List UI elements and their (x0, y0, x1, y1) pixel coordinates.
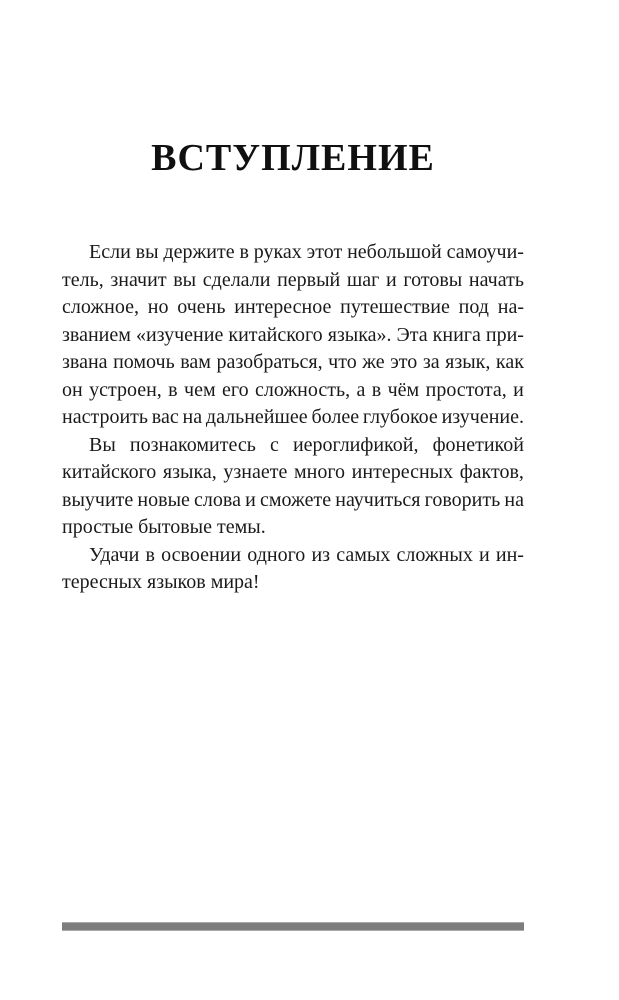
word: фактов, (459, 461, 524, 483)
text-line (62, 377, 524, 405)
word: более (311, 406, 360, 428)
word: под (458, 296, 489, 318)
word: первый (277, 268, 341, 291)
word: очень (177, 296, 226, 318)
article-text (62, 239, 524, 597)
word: его (222, 378, 249, 401)
word: значит (110, 268, 167, 291)
word: интересных (351, 461, 454, 483)
word: при- (485, 323, 524, 346)
word: выучите (62, 488, 134, 511)
word: но (147, 296, 169, 318)
word: путешествие (340, 296, 450, 318)
word: Удачи (89, 543, 140, 566)
text-line (62, 459, 524, 487)
word: китайского (62, 461, 157, 483)
word: китайского (228, 323, 323, 346)
text-line (62, 349, 524, 377)
word: с (269, 433, 279, 456)
word: сделали (202, 268, 271, 291)
word: освоении (161, 543, 242, 566)
word: же (362, 351, 385, 373)
word: в (168, 378, 178, 401)
word: на (182, 406, 203, 428)
word: небольшой (347, 241, 442, 263)
word: ин- (495, 543, 524, 566)
word: сложность, (254, 378, 351, 401)
word: иероглификой, (292, 433, 419, 456)
word: самых (336, 543, 391, 566)
word: глубокое (362, 406, 438, 428)
page-title: ВСТУПЛЕНИЕ (151, 137, 435, 179)
text-line (62, 432, 524, 460)
word: в (239, 241, 249, 263)
word: и (386, 268, 397, 291)
word: что (328, 351, 357, 373)
word: говорить (424, 488, 501, 511)
word: держите (163, 241, 235, 263)
word: сложных (396, 543, 473, 566)
word: и (245, 488, 256, 511)
word: и (513, 378, 524, 401)
word: одного (247, 543, 306, 566)
word: вас (151, 406, 179, 428)
text-line (62, 542, 524, 570)
word: разобраться, (216, 351, 323, 373)
word: познакомитесь (129, 433, 256, 456)
word: званием (62, 323, 131, 346)
word: узнаете (223, 461, 288, 483)
word: как (495, 351, 524, 373)
word: язык, (445, 351, 491, 373)
word: вы (173, 268, 197, 291)
footer-divider-bar (62, 922, 524, 931)
word: интересное (234, 296, 332, 318)
word: и (479, 543, 490, 566)
text-line (62, 487, 524, 515)
word: Эта (396, 323, 428, 346)
text-line: простые бытовые темы. (62, 516, 266, 538)
text-line (62, 404, 524, 432)
word: Если (89, 241, 131, 263)
word: чем (184, 378, 216, 401)
word: этот (306, 241, 343, 263)
word: новые (137, 488, 190, 511)
word: за (422, 351, 440, 373)
word: на (504, 488, 524, 511)
word: научиться (335, 488, 421, 511)
word: языка, (162, 461, 217, 483)
word: помочь (113, 351, 175, 373)
word: шаг (346, 268, 380, 291)
word: чём (387, 378, 420, 401)
word: сложное, (62, 296, 140, 318)
word: в (371, 378, 382, 401)
word: слова (194, 488, 241, 511)
word: сможете (259, 488, 332, 511)
word: дальнейшее (205, 406, 308, 428)
word: тель, (62, 268, 104, 291)
word: много (293, 461, 346, 483)
word: фонетикой (432, 433, 524, 456)
word: из (311, 543, 331, 566)
text-line (62, 239, 524, 267)
word: готовы (403, 268, 463, 291)
text-line (62, 294, 524, 322)
word: «изучение (135, 323, 224, 346)
word: вам (180, 351, 211, 373)
word: настроить (62, 406, 149, 428)
text-line (62, 267, 524, 295)
word: в (145, 543, 155, 566)
word: самоучи- (446, 241, 524, 263)
word: а (356, 378, 366, 401)
word: это (390, 351, 418, 373)
word: простота, (425, 378, 507, 401)
word: языка». (327, 323, 392, 346)
word: руках (253, 241, 302, 263)
word: звана (62, 351, 108, 373)
word: вы (135, 241, 159, 263)
word: устроен, (89, 378, 162, 401)
word: на- (497, 296, 524, 318)
word: он (62, 378, 83, 401)
text-line (62, 322, 524, 350)
word: изучение. (441, 406, 524, 428)
word: начать (468, 268, 524, 291)
word: книга (432, 323, 481, 346)
word: Вы (89, 433, 116, 456)
text-line: тересных языков мира! (62, 571, 260, 593)
